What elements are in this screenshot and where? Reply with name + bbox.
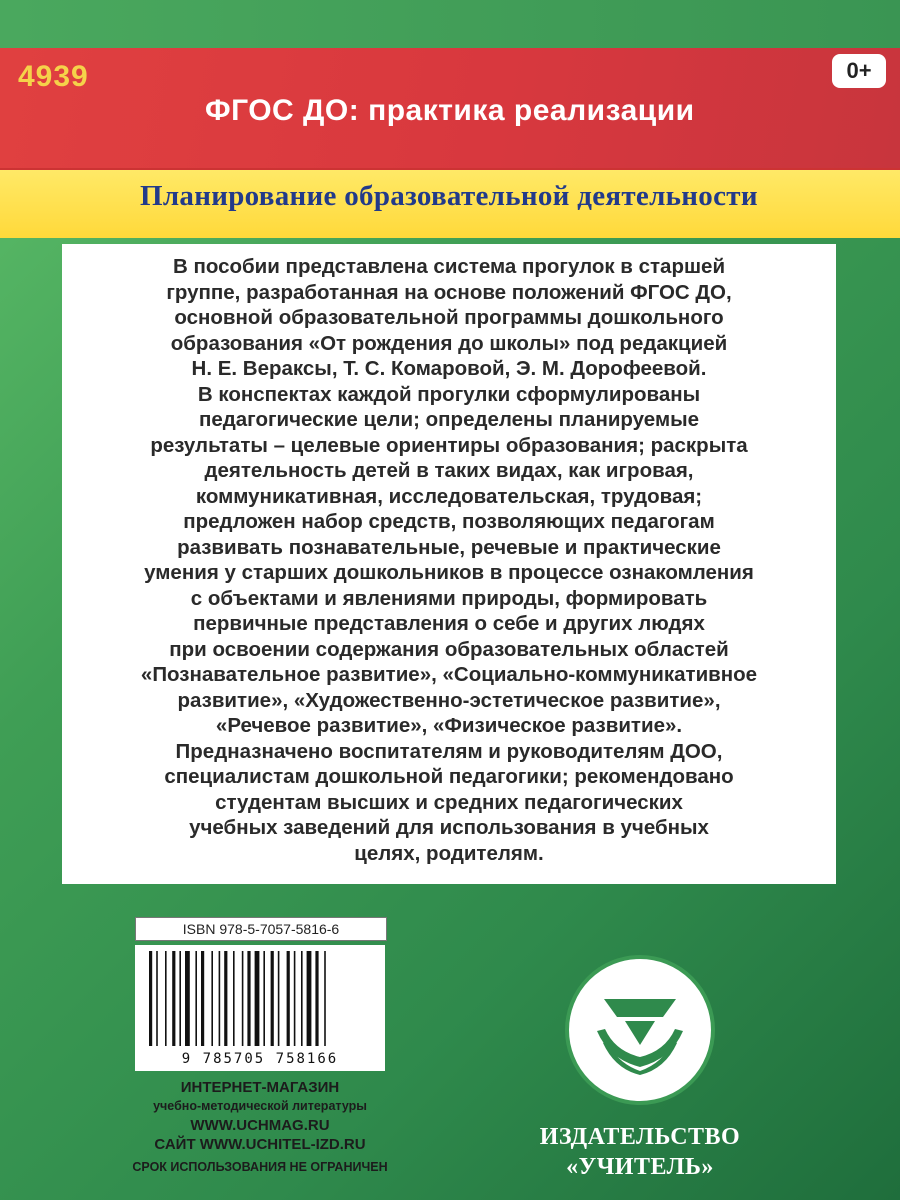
- description-line: «Познавательное развитие», «Социально-коммуникативное: [140, 663, 758, 686]
- shop-url[interactable]: WWW.UCHMAG.RU: [190, 1117, 330, 1134]
- shop-heading: ИНТЕРНЕТ-МАГАЗИН: [180, 1079, 340, 1096]
- book-shield-logo-icon: [565, 955, 715, 1105]
- barcode-bar: [185, 951, 190, 1046]
- barcode-bar: [242, 951, 244, 1046]
- publisher-line-2: «УЧИТЕЛЬ»: [566, 1154, 714, 1180]
- description-line: специалистам дошкольной педагогики; рекомендовано: [164, 765, 734, 788]
- description-box: [62, 244, 836, 884]
- description-line: В пособии представлена система прогулок в старшей: [172, 255, 726, 278]
- description-line: учебных заведений для использования в учебных: [189, 816, 709, 839]
- online-shop-info: [100, 1078, 420, 1154]
- description-line: Предназначено воспитателям и руководителям ДОО,: [175, 739, 723, 763]
- description-line: с объектами и явлениями природы, формировать: [190, 586, 708, 610]
- description-line: целях, родителям.: [354, 841, 544, 865]
- barcode-bar: [195, 951, 197, 1046]
- top-green-strip: [0, 0, 900, 48]
- barcode-bar: [172, 951, 175, 1046]
- barcode-bar: [324, 951, 326, 1046]
- description-line: Н. Е. Вераксы, Т. С. Комаровой, Э. М. Дорофеевой.: [191, 357, 707, 380]
- barcode-bar: [179, 951, 181, 1046]
- publisher-line-1: ИЗДАТЕЛЬСТВО: [539, 1124, 741, 1150]
- description-line: развивать познавательные, речевые и практические: [177, 535, 721, 559]
- barcode-bar: [315, 951, 318, 1046]
- description-line: при освоении содержания образовательных областей: [169, 637, 729, 661]
- logo-graphic: [569, 959, 711, 1101]
- barcode-bar: [278, 951, 280, 1046]
- barcode-bar: [233, 951, 235, 1046]
- description-line: предложен набор средств, позволяющих педагогам: [183, 510, 715, 533]
- barcode-bar: [211, 951, 213, 1046]
- subject-title: Планирование образовательной деятельности: [140, 180, 758, 212]
- barcode-bar: [287, 951, 290, 1046]
- description-line: «Речевое развитие», «Физическое развитие».: [215, 714, 683, 737]
- description-line: первичные представления о себе и других людях: [193, 612, 705, 635]
- shop-subheading: учебно-методической литературы: [153, 1099, 367, 1113]
- description-line: группе, разработанная на основе положений ФГОС ДО,: [166, 280, 732, 304]
- age-rating-badge: 0+: [832, 54, 886, 88]
- barcode-bar: [263, 951, 265, 1046]
- barcode-bar: [255, 951, 260, 1046]
- barcode-bar: [156, 951, 158, 1046]
- description-line: педагогические цели; определены планируемые: [198, 408, 700, 431]
- description-line: деятельность детей в таких видах, как игровая,: [204, 459, 694, 482]
- barcode-digits: 9 785705 758166: [181, 1051, 339, 1067]
- barcode-bar: [294, 951, 296, 1046]
- barcode-bar: [247, 951, 250, 1046]
- barcode-bar: [201, 951, 204, 1046]
- barcode-bar: [149, 951, 152, 1046]
- barcode-bar: [219, 951, 221, 1046]
- barcode-bar: [301, 951, 303, 1046]
- description-line: умения у старших дошкольников в процессе ознакомления: [144, 561, 754, 584]
- series-title: ФГОС ДО: практика реализации: [205, 94, 695, 127]
- barcode: [135, 945, 385, 1071]
- book-number: 4939: [18, 60, 89, 93]
- description-line: В конспектах каждой прогулки сформулированы: [197, 382, 701, 406]
- description-line: основной образовательной программы дошкольного: [174, 306, 724, 329]
- shelf-life-note: СРОК ИСПОЛЬЗОВАНИЯ НЕ ОГРАНИЧЕН: [132, 1160, 388, 1174]
- publisher-name: [500, 1122, 780, 1182]
- description-line: результаты – целевые ориентиры образования; раскрыта: [150, 433, 748, 457]
- isbn-label: ISBN 978-5-7057-5816-6: [135, 917, 387, 941]
- description-line: образования «От рождения до школы» под редакцией: [170, 331, 728, 355]
- barcode-bar: [271, 951, 274, 1046]
- description-line: коммуникативная, исследовательская, трудовая;: [195, 484, 703, 508]
- description-line: студентам высших и средних педагогических: [215, 790, 683, 814]
- barcode-bar: [224, 951, 227, 1046]
- description-line: развитие», «Художественно-эстетическое развитие»,: [177, 688, 721, 712]
- barcode-bars: [145, 951, 375, 1046]
- publisher-site-url[interactable]: САЙТ WWW.UCHITEL-IZD.RU: [154, 1136, 366, 1153]
- barcode-bar: [307, 951, 312, 1046]
- barcode-bar: [165, 951, 167, 1046]
